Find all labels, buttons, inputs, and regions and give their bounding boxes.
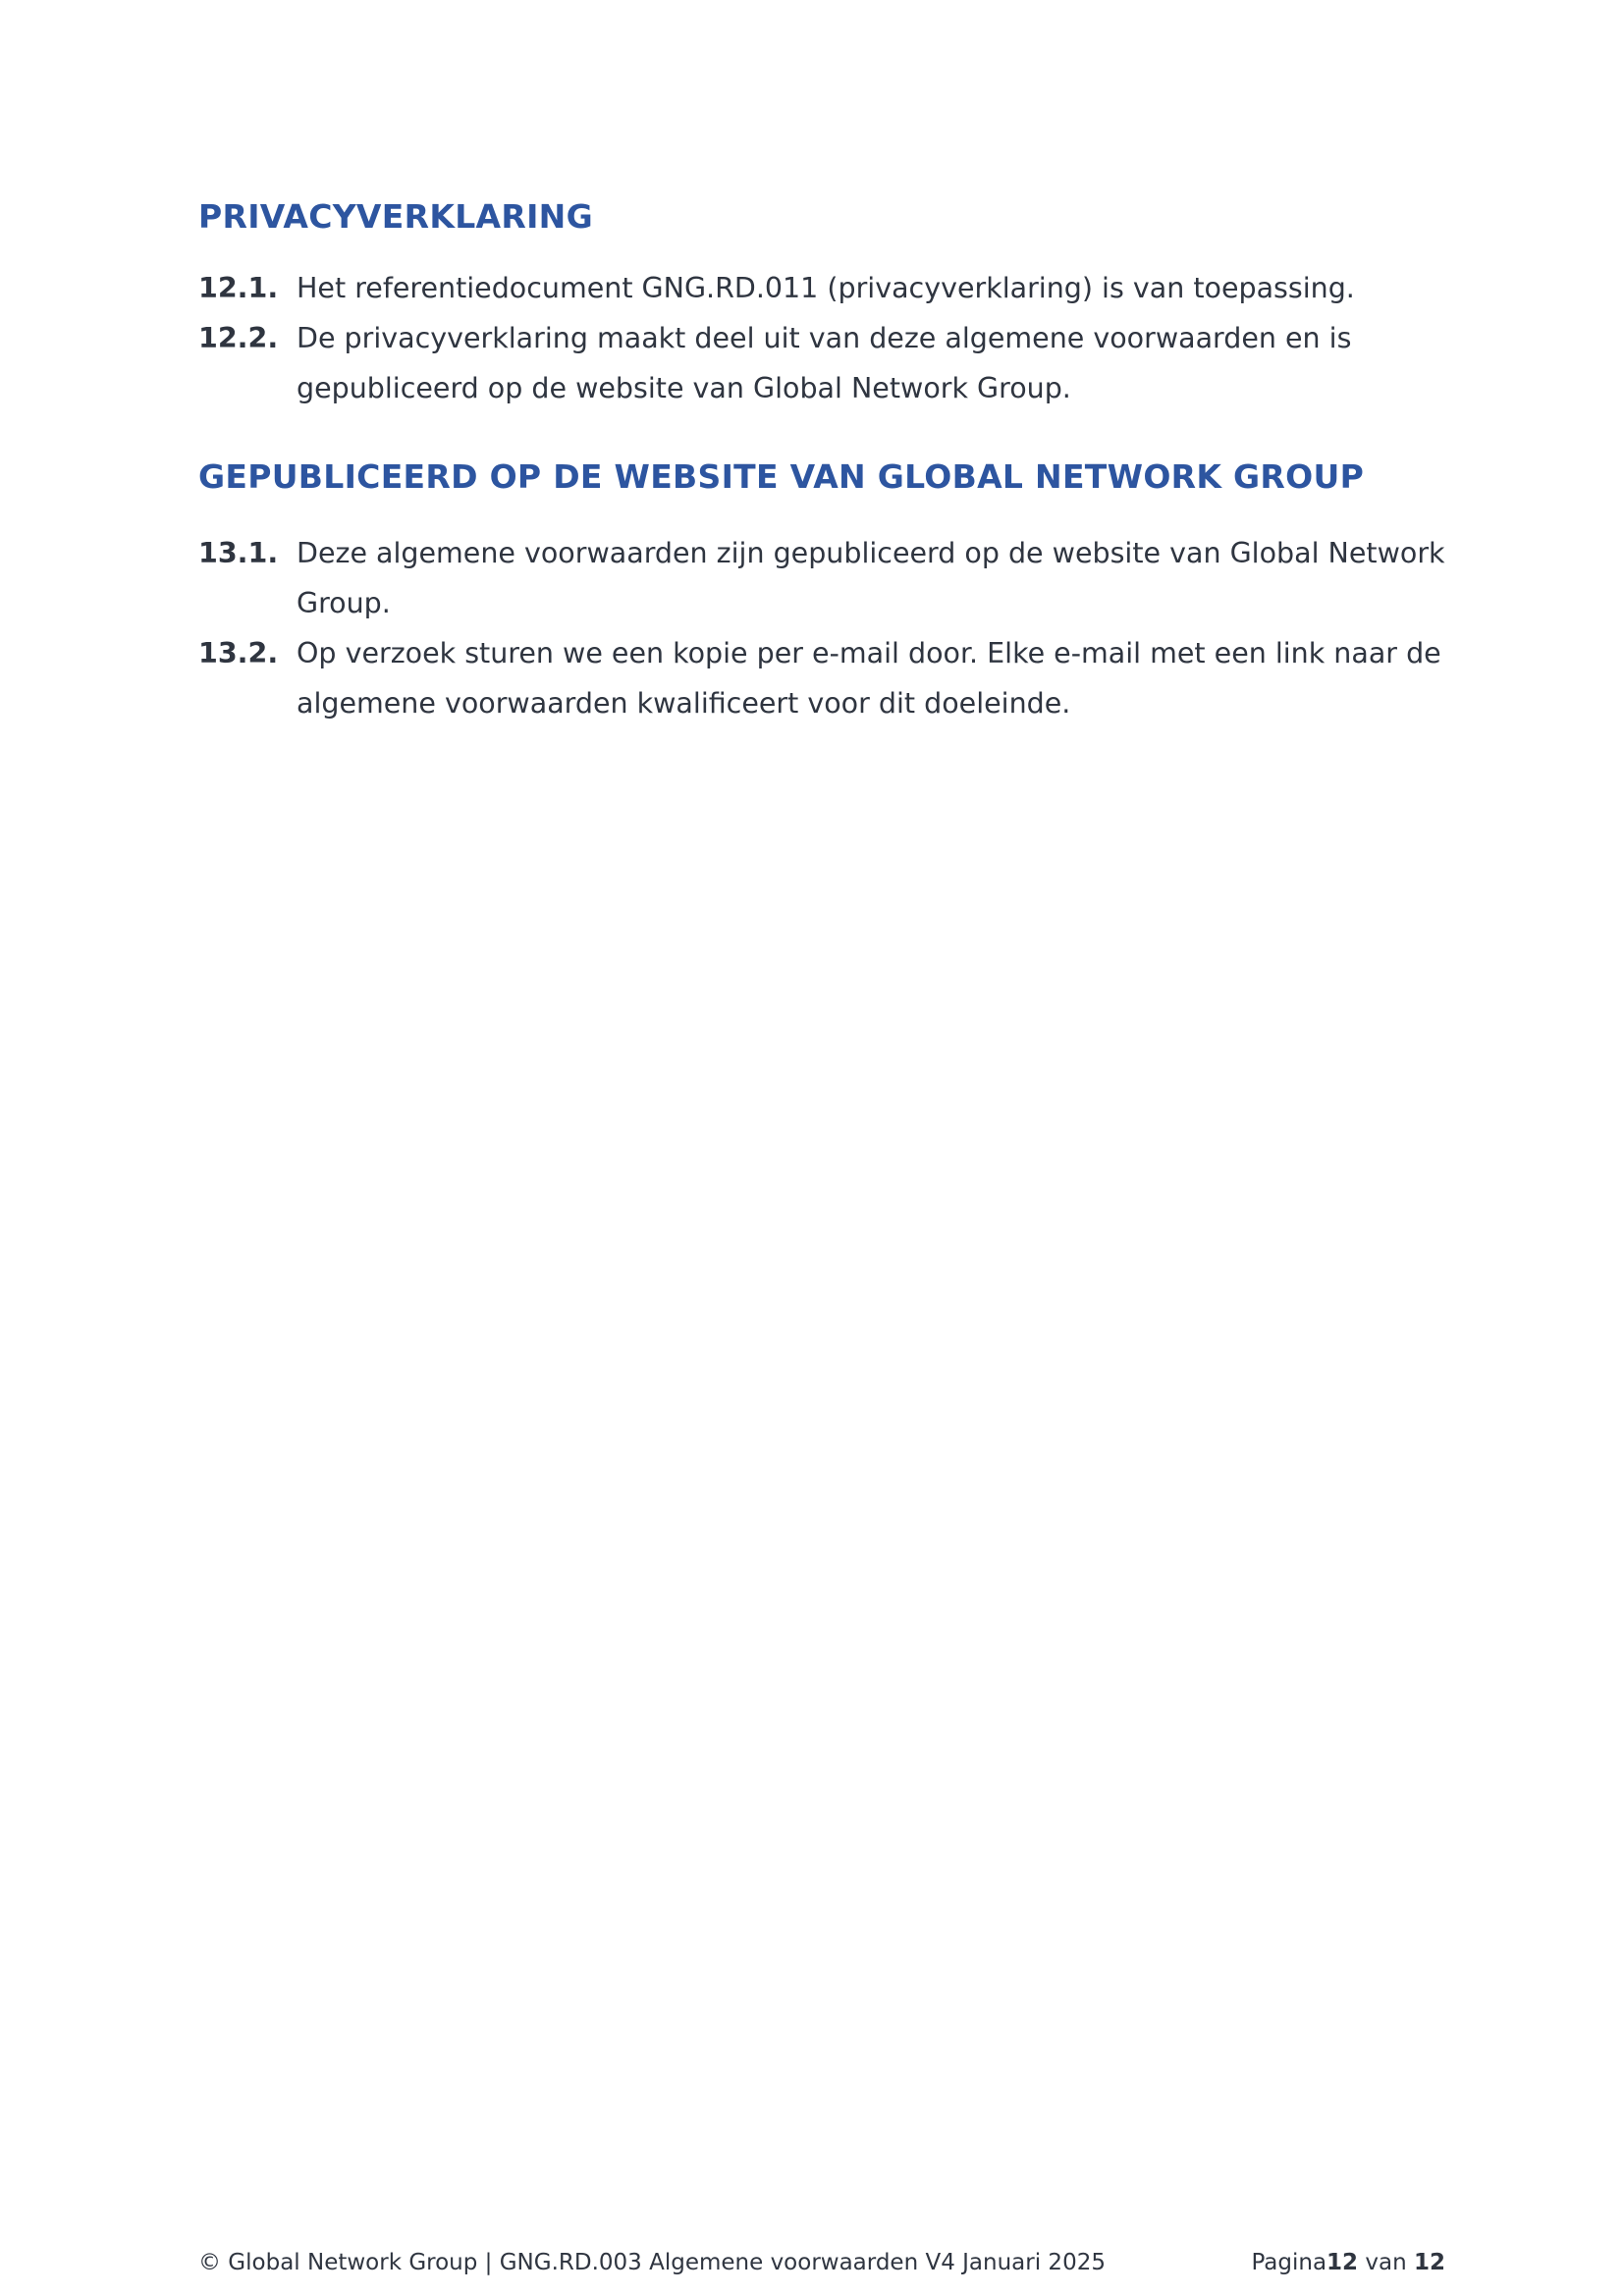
clause-13-1 [198,528,1445,628]
section-gepubliceerd [198,452,1445,728]
clause-text: Het referentiedocument GNG.RD.011 (privacyverklaring) is van toepassing. [297,272,1355,304]
clause-text: Deze algemene voorwaarden zijn gepubliceerd op de website van Global Network Group. [297,537,1445,619]
clause-number: 13.2. [198,637,279,669]
clause-13-2 [198,628,1445,728]
page-content [198,191,1445,728]
page-number [1251,2248,1445,2277]
section-privacyverklaring [198,191,1445,413]
page-total: 12 [1413,2250,1445,2275]
footer-copyright: © Global Network Group | GNG.RD.003 Algemene voorwaarden V4 Januari 2025 [198,2250,1106,2275]
section-heading: PRIVACYVERKLARING [198,197,593,236]
clause-12-2 [198,313,1445,413]
clause-number: 12.1. [198,272,279,304]
page-current: 12 [1326,2250,1359,2275]
clause-number: 13.1. [198,537,279,569]
clause-list [198,263,1445,413]
clause-text: Op verzoek sturen we een kopie per e-mail door. Elke e-mail met een link naar de algemene voorwaarden kwalificeert voor dit doeleinde. [297,637,1441,720]
page-of: van [1365,2250,1407,2275]
section-heading: GEPUBLICEERD OP DE WEBSITE VAN GLOBAL NETWORK GROUP [198,457,1365,496]
clause-text: De privacyverklaring maakt deel uit van deze algemene voorwaarden en is gepubliceerd op de website van Global Network Group. [297,322,1352,404]
clause-number: 12.2. [198,322,279,354]
clause-list [198,528,1445,728]
clause-12-1 [198,263,1445,313]
page-label: Pagina [1251,2250,1327,2275]
